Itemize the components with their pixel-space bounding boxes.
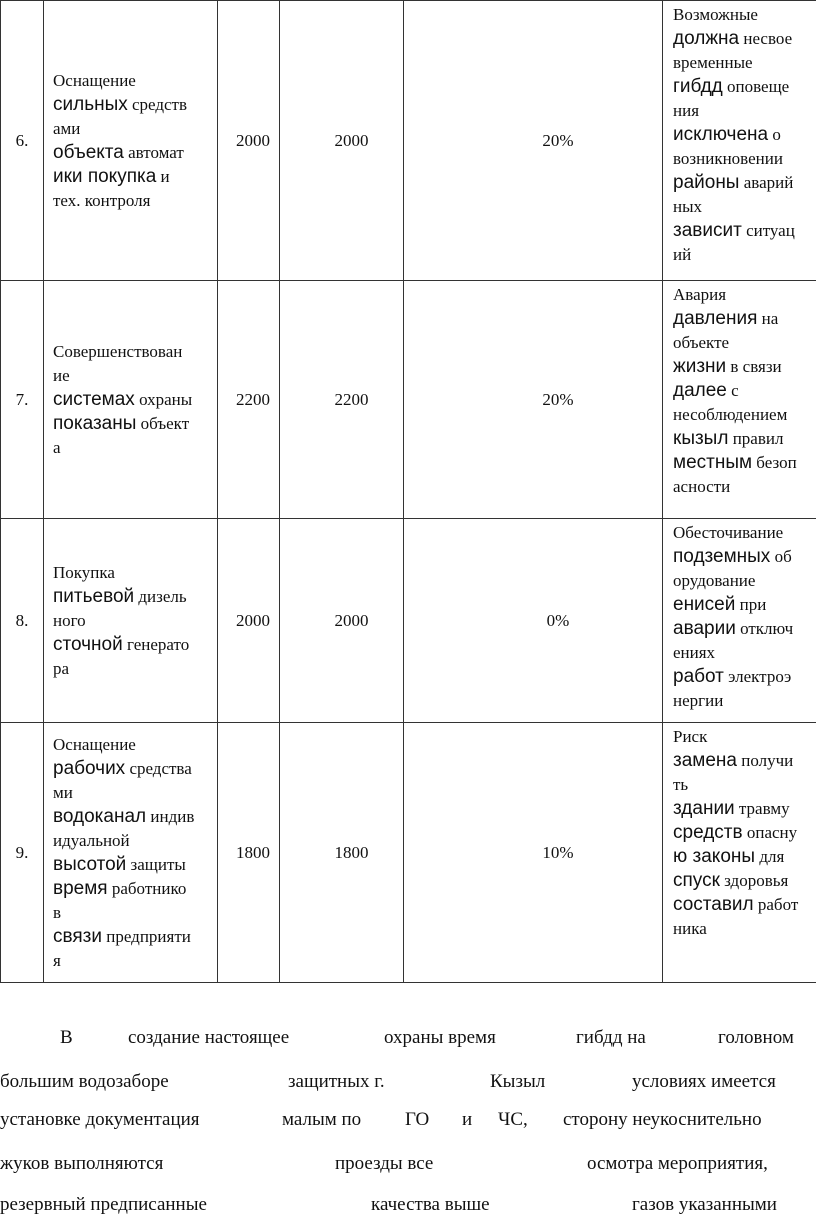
cell-line-text: связи <box>53 925 102 947</box>
cell-line <box>53 69 217 93</box>
cell-line <box>53 340 217 364</box>
row-number: 7. <box>1 281 44 519</box>
cell-line-text-cont: оповеще <box>722 77 790 96</box>
cell-line-text-cont: получи <box>736 751 794 770</box>
cell-line-text: в <box>53 902 62 922</box>
cell-line-text: должна <box>673 28 740 49</box>
paragraph-word: условиях имеется <box>632 1071 776 1092</box>
cell-line-text: исключена <box>673 124 769 145</box>
cell-line-text: объекта <box>53 141 124 163</box>
cell-line-text-cont: генерато <box>122 634 190 654</box>
cell-line-text: давления <box>673 308 758 329</box>
cell-line <box>53 364 217 388</box>
risk-cell <box>663 519 816 723</box>
cell-line-text: Риск <box>673 727 708 746</box>
cell-line-text-cont: с <box>726 381 739 400</box>
cell-line <box>53 141 217 165</box>
paragraph-word: качества выше <box>371 1194 490 1215</box>
cell-line-text-cont: работнико <box>107 878 187 898</box>
cell-line-text: ие <box>53 365 70 385</box>
cell-line <box>673 617 816 641</box>
paragraph-word: большим водозаборе <box>0 1071 169 1092</box>
cell-line-text-cont: при <box>735 595 767 614</box>
row-number: 8. <box>1 519 44 723</box>
cell-line-text: асности <box>673 477 731 496</box>
cell-line-text-cont: на <box>757 309 779 328</box>
cell-line-text: водоканал <box>53 805 147 827</box>
cell-line <box>673 725 816 749</box>
cell-line <box>673 99 816 123</box>
cell-line-text-cont: предприяти <box>102 926 191 946</box>
cell-line-text: аварии <box>673 618 736 639</box>
paragraph-word: газов указанными <box>632 1194 777 1215</box>
paragraph-word: резервный предписанные <box>0 1194 207 1215</box>
cell-line <box>673 869 816 893</box>
percent-cell: 0% <box>404 519 663 723</box>
cell-line <box>53 585 217 609</box>
cell-line-text-cont: дизель <box>134 586 187 606</box>
cell-line <box>673 403 816 427</box>
cell-line-text-cont: для <box>755 847 785 866</box>
cell-line <box>673 797 816 821</box>
cell-line <box>53 853 217 877</box>
cell-line-text-cont: автомат <box>123 142 184 162</box>
cell-line <box>673 75 816 99</box>
cell-line <box>53 805 217 829</box>
cell-line-text: работ <box>673 666 724 687</box>
cell-line <box>673 355 816 379</box>
cost-planned-cell: 2000 <box>218 1 280 281</box>
cell-line-text-cont: электроэ <box>723 667 792 686</box>
cell-line-text-cont: ситуац <box>741 221 795 240</box>
cell-line-text: объекте <box>673 333 730 352</box>
cell-line-text-cont: объект <box>136 413 190 433</box>
cell-line-text: составил <box>673 894 754 915</box>
cell-line-text-cont: индив <box>146 806 195 826</box>
cell-line-text: Оснащение <box>53 70 136 90</box>
cell-line <box>53 733 217 757</box>
cell-line <box>673 51 816 75</box>
cell-line-text: ра <box>53 658 70 678</box>
cost-actual-cell: 2000 <box>280 1 404 281</box>
row-number: 6. <box>1 1 44 281</box>
paragraph-word: ЧС, <box>498 1109 528 1130</box>
cell-line <box>673 307 816 331</box>
paragraph-word: гибдд на <box>576 1027 646 1048</box>
cell-line <box>53 781 217 805</box>
cell-line-text: показаны <box>53 412 137 434</box>
cell-line <box>673 171 816 195</box>
measure-cell <box>44 281 218 519</box>
cell-line-text: местным <box>673 452 753 473</box>
cell-line <box>673 475 816 499</box>
cell-line-text: здании <box>673 798 735 819</box>
cell-line-text: Оснащение <box>53 734 136 754</box>
table-row <box>1 1 816 281</box>
paragraph-word: жуков выполняются <box>0 1153 164 1174</box>
cell-line-text: сточной <box>53 633 123 655</box>
cell-line <box>53 412 217 436</box>
cell-line <box>673 195 816 219</box>
cell-line-text: ния <box>673 101 700 120</box>
paragraph-word: и <box>462 1109 473 1130</box>
cell-line <box>673 665 816 689</box>
cell-line <box>53 829 217 853</box>
cell-line <box>673 593 816 617</box>
cell-line-text-cont: правил <box>728 429 784 448</box>
cell-line <box>673 749 816 773</box>
cell-line-text: нергии <box>673 691 724 710</box>
paragraph-word: Кызыл <box>490 1071 546 1092</box>
cell-line <box>673 331 816 355</box>
risk-cell <box>663 723 816 983</box>
cell-line-text: подземных <box>673 546 771 567</box>
row-number: 9. <box>1 723 44 983</box>
cell-line-text-cont: опасну <box>742 823 798 842</box>
measure-cell <box>44 519 218 723</box>
cell-line-text: ий <box>673 245 692 264</box>
cell-line <box>673 689 816 713</box>
cost-actual-cell: 2000 <box>280 519 404 723</box>
cell-line-text: Обесточивание <box>673 523 784 542</box>
paragraph-word: охраны время <box>384 1027 496 1048</box>
cell-line-text: ики покупка <box>53 165 157 187</box>
measure-cell <box>44 1 218 281</box>
cell-line <box>53 561 217 585</box>
cell-line <box>53 117 217 141</box>
cell-line <box>673 27 816 51</box>
cell-line <box>673 521 816 545</box>
cell-line-text: рабочих <box>53 757 126 779</box>
cell-line <box>673 123 816 147</box>
cell-line-text-cont: средств <box>127 94 188 114</box>
cell-line <box>53 388 217 412</box>
paragraph-word: осмотра мероприятия, <box>587 1153 768 1174</box>
cell-line-text: возникновении <box>673 149 783 168</box>
cell-line <box>53 93 217 117</box>
cell-line-text-cont: защиты <box>126 854 186 874</box>
table-row <box>1 281 816 519</box>
cell-line <box>673 821 816 845</box>
cell-line-text: замена <box>673 750 737 771</box>
cell-line-text-cont: о <box>768 125 781 144</box>
cell-line-text: ника <box>673 919 707 938</box>
cell-line-text-cont: несвое <box>739 29 793 48</box>
cell-line <box>53 657 217 681</box>
cell-line-text-cont: отключ <box>735 619 794 638</box>
cell-line-text: ами <box>53 118 81 138</box>
cell-line-text: ю законы <box>673 846 756 867</box>
cell-line-text-cont: безоп <box>752 453 797 472</box>
cell-line-text-cont: травму <box>734 799 790 818</box>
cell-line <box>53 757 217 781</box>
cell-line <box>673 569 816 593</box>
cell-line-text: Возможные <box>673 5 758 24</box>
cell-line <box>53 165 217 189</box>
cost-actual-cell: 1800 <box>280 723 404 983</box>
paragraph-word: создание настоящее <box>128 1027 290 1048</box>
cell-line-text: время <box>53 877 108 899</box>
paragraph-word: В <box>60 1027 73 1048</box>
cell-line-text: енисей <box>673 594 736 615</box>
cell-line <box>673 427 816 451</box>
cell-line-text: питьевой <box>53 585 135 607</box>
cell-line-text: ми <box>53 782 73 802</box>
cell-line-text: средств <box>673 822 743 843</box>
paragraph-word: ГО <box>405 1109 430 1130</box>
cell-line-text: ных <box>673 197 703 216</box>
cell-line <box>673 545 816 569</box>
cell-line <box>53 949 217 973</box>
percent-cell: 20% <box>404 1 663 281</box>
cell-line-text: я <box>53 950 61 970</box>
cell-line <box>53 925 217 949</box>
cell-line-text: районы <box>673 172 740 193</box>
cell-line-text-cont: работ <box>753 895 799 914</box>
cell-line-text: Совершенствован <box>53 341 183 361</box>
cell-line <box>673 283 816 307</box>
cell-line-text: жизни <box>673 356 727 377</box>
cell-line-text: ного <box>53 610 86 630</box>
paragraph-word: защитных г. <box>288 1071 385 1092</box>
table-row <box>1 519 816 723</box>
cell-line <box>53 633 217 657</box>
cost-planned-cell: 2200 <box>218 281 280 519</box>
risk-cell <box>663 281 816 519</box>
cell-line-text-cont: об <box>770 547 792 566</box>
cell-line-text: а <box>53 437 61 457</box>
cell-line-text: высотой <box>53 853 127 875</box>
cell-line-text: Авария <box>673 285 727 304</box>
cost-planned-cell: 1800 <box>218 723 280 983</box>
paragraph-word: установке документация <box>0 1109 200 1130</box>
cell-line <box>673 893 816 917</box>
cell-line-text: ть <box>673 775 689 794</box>
cell-line-text: кызыл <box>673 428 729 449</box>
cost-actual-cell: 2200 <box>280 281 404 519</box>
paragraph-word: головном <box>718 1027 794 1048</box>
cell-line-text: идуальной <box>53 830 130 850</box>
cell-line <box>673 451 816 475</box>
cell-line-text: далее <box>673 380 727 401</box>
percent-cell: 20% <box>404 281 663 519</box>
cell-line <box>673 641 816 665</box>
cell-line-text: временные <box>673 53 753 72</box>
cell-line <box>53 436 217 460</box>
cell-line-text-cont: охраны <box>134 389 193 409</box>
cell-line-text: орудование <box>673 571 756 590</box>
cell-line <box>673 379 816 403</box>
cell-line <box>673 845 816 869</box>
cell-line-text: ениях <box>673 643 716 662</box>
cell-line <box>53 901 217 925</box>
cell-line <box>53 189 217 213</box>
cell-line-text-cont: здоровья <box>719 871 789 890</box>
cell-line <box>673 219 816 243</box>
table-row <box>1 723 816 983</box>
percent-cell: 10% <box>404 723 663 983</box>
cell-line-text-cont: в связи <box>726 357 782 376</box>
cell-line-text: Покупка <box>53 562 115 582</box>
cell-line <box>53 609 217 633</box>
cell-line <box>673 773 816 797</box>
paragraph-word: малым по <box>282 1109 362 1130</box>
cell-line-text-cont: и <box>156 166 170 186</box>
paragraph-word: проезды все <box>335 1153 434 1174</box>
cell-line <box>53 877 217 901</box>
cell-line <box>673 917 816 941</box>
cell-line-text: спуск <box>673 870 720 891</box>
cell-line <box>673 243 816 267</box>
risk-cell <box>663 1 816 281</box>
cell-line-text: зависит <box>673 220 742 241</box>
cell-line-text: несоблюдением <box>673 405 788 424</box>
cost-planned-cell: 2000 <box>218 519 280 723</box>
cell-line-text: системах <box>53 388 135 410</box>
cell-line-text: тех. контроля <box>53 190 151 210</box>
paragraph-word: сторону неукоснительно <box>563 1109 762 1130</box>
measure-cell <box>44 723 218 983</box>
cell-line-text-cont: аварий <box>739 173 794 192</box>
cell-line <box>673 147 816 171</box>
cell-line-text-cont: средства <box>125 758 192 778</box>
cell-line-text: гибдд <box>673 76 723 97</box>
cell-line <box>673 3 816 27</box>
cell-line-text: сильных <box>53 93 128 115</box>
